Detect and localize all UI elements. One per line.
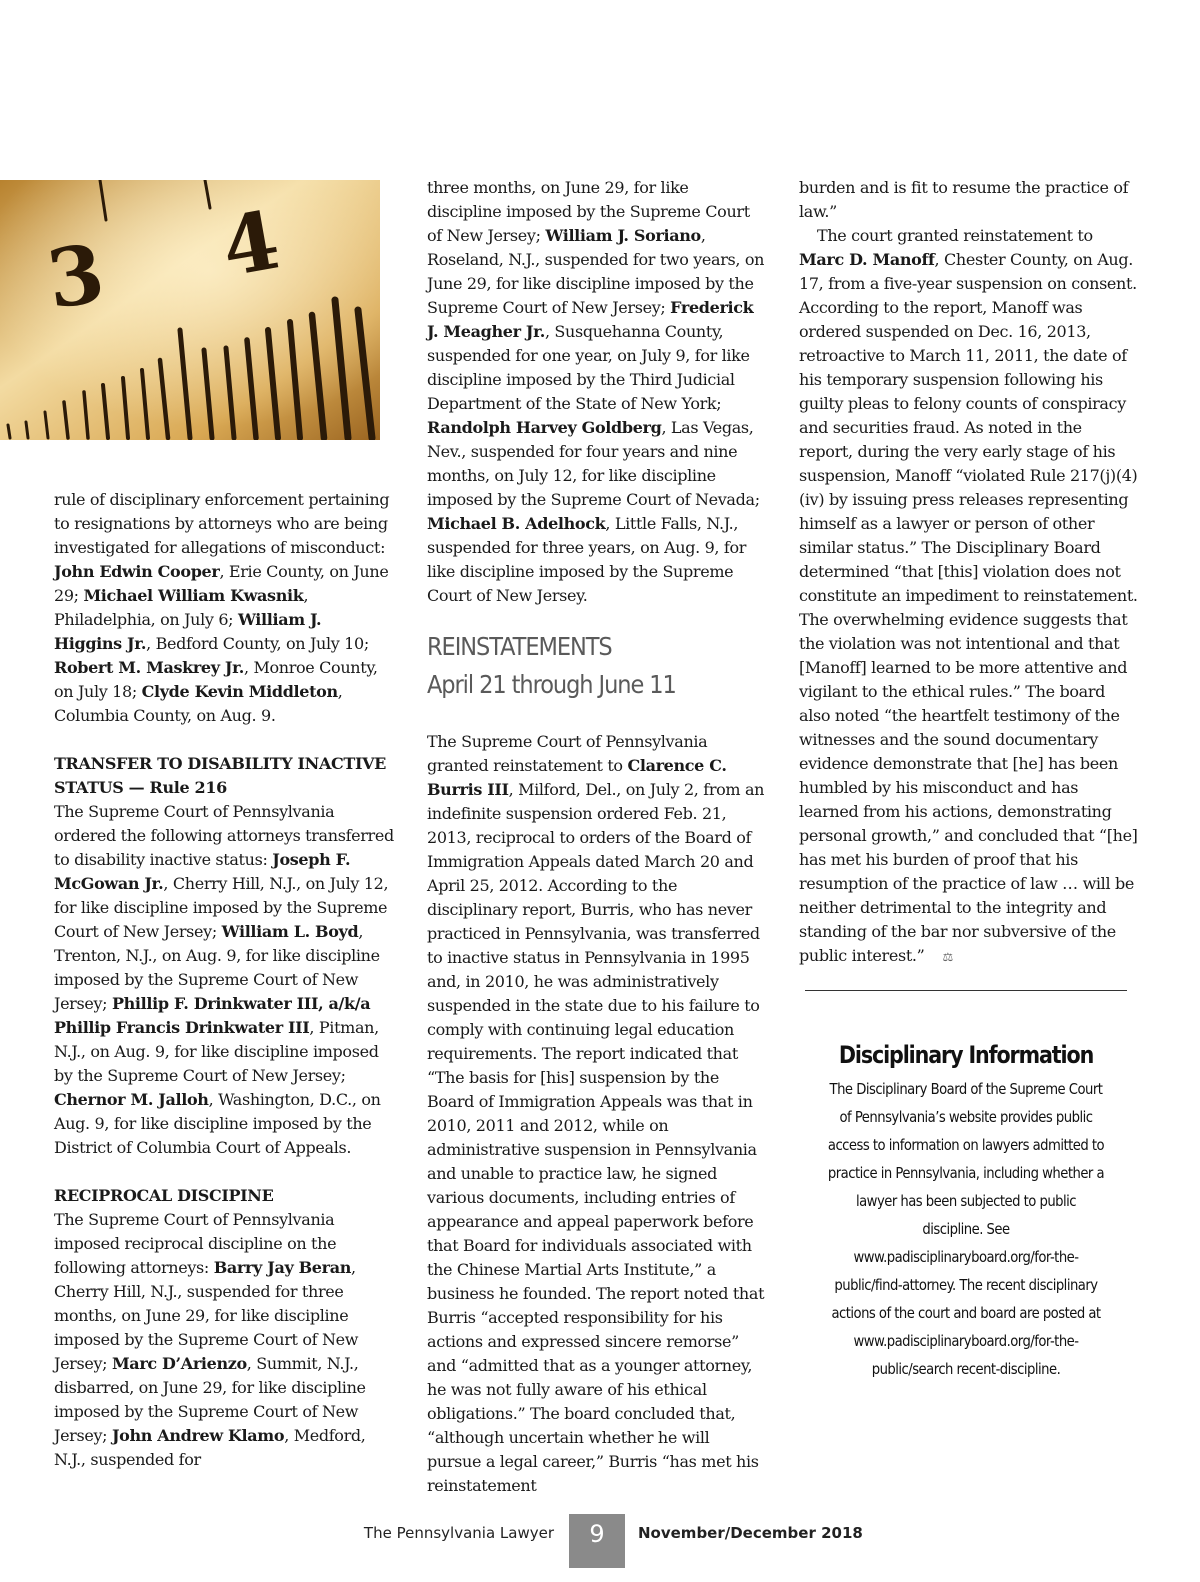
attorney-details: , Columbia County, on Aug. 9. xyxy=(54,682,343,725)
attorney-name: Randolph Harvey Goldberg xyxy=(427,418,662,437)
reciprocal-continued-paragraph xyxy=(427,176,767,608)
ruler-digit-4: 4 xyxy=(214,192,287,295)
attorney-details: , Monroe County, on July 18; xyxy=(54,658,378,701)
continued-text: three months, on June 29, for like discipline imposed by the Supreme Court of New Jersey; xyxy=(427,178,750,245)
disability-paragraph xyxy=(54,800,394,1160)
reinstatement-details: , Milford, Del., on July 2, from an indefinite suspension ordered Feb. 21, 2013, reciprocal to orders of the Board of Immigration Appeals dated March 20 and April 25, 2012. According to the disciplinary report, Burris, who has never practiced in Pennsylvania, was transferred to inactive status in Pennsylvania in 1995 and, in 2010, he was administratively suspended in the state due to his failure to comply with continuing legal education requirements. The report indicated that “The basis for [his] suspension by the Board of Immigration Appeals was that in 2010, 2011 and 2012, while on administrative suspension in Pennsylvania and unable to practice law, he signed various documents, including entries of appearance and appeal paperwork before that Board for individuals associated with the Chinese Martial Arts Institute,” a business he founded. The report noted that Burris “accepted responsibility for his actions and expressed sincere remorse” and “admitted that as a younger attorney, he was not fully aware of his ethical obligations.” The board concluded that, “although uncertain whether he will pursue a legal career,” Burris “has met his reinstatement xyxy=(427,780,765,1495)
reinstatements-heading: REINSTATEMENTS xyxy=(427,632,612,661)
attorney-name: Barry Jay Beran xyxy=(213,1258,352,1277)
column-2 xyxy=(427,176,767,1498)
attorney-details: , Washington, D.C., on Aug. 9, for like discipline imposed by the District of Columbia Court of Appeals. xyxy=(54,1090,381,1157)
resignations-paragraph xyxy=(54,488,394,728)
attorney-details: , Roseland, N.J., suspended for two years, on June 29, for like discipline imposed by the Supreme Court of New Jersey; xyxy=(427,226,765,317)
attorney-details: , Little Falls, N.J., suspended for three years, on Aug. 9, for like discipline imposed by the Supreme Court of New Jersey. xyxy=(427,514,747,605)
attorney-name: Michael William Kwasnik xyxy=(83,586,304,605)
attorney-name: Phillip F. Drinkwater III, a/k/a Phillip Francis Drinkwater III xyxy=(54,994,371,1037)
column-3 xyxy=(799,176,1139,969)
attorney-details: , Bedford County, on July 10; xyxy=(146,634,369,653)
attorney-details: , Pitman, N.J., on Aug. 9, for like discipline imposed by the Supreme Court of New Jersey; xyxy=(54,1018,379,1085)
reinstatements-dates: April 21 through June 11 xyxy=(427,670,676,699)
attorney-details: , Summit, N.J., disbarred, on June 29, for like discipline imposed by the Supreme Court of New Jersey; xyxy=(54,1354,366,1445)
attorney-name: Michael B. Adelhock xyxy=(427,514,606,533)
attorney-name: Robert M. Maskrey Jr. xyxy=(54,658,244,677)
column-1 xyxy=(54,488,394,1472)
reciprocal-intro: The Supreme Court of Pennsylvania imposed reciprocal discipline on the following attorneys: xyxy=(54,1210,337,1277)
disability-heading: TRANSFER TO DISABILITY INACTIVE STATUS — Rule 216 xyxy=(54,754,387,797)
attorney-name: William L. Boyd xyxy=(221,922,359,941)
attorney-details: , Erie County, on June 29; xyxy=(54,562,389,605)
reinstatement-intro: The Supreme Court of Pennsylvania granted reinstatement to xyxy=(427,732,708,775)
attorney-name: William J. Soriano xyxy=(545,226,701,245)
reciprocal-paragraph xyxy=(54,1208,394,1472)
issue-date: November/December 2018 xyxy=(638,1524,863,1542)
attorney-name: John Edwin Cooper xyxy=(54,562,220,581)
attorney-name: Clyde Kevin Middleton xyxy=(141,682,338,701)
attorney-details: , Trenton, N.J., on Aug. 9, for like discipline imposed by the Supreme Court of New Jersey; xyxy=(54,922,380,1013)
reinstatement-details: , Chester County, on Aug. 17, from a five-year suspension on consent. According to the report, Manoff was ordered suspended on Dec. 16, 2013, retroactive to March 11, 2011, the date of his temporary suspension following his guilty pleas to felony counts of conspiracy and securities fraud. As noted in the report, during the very early stage of his suspension, Manoff “violated Rule 217(j)(4)(iv) by issuing press releases representing himself as a lawyer or person of other similar status.” The Disciplinary Board determined “that [this] violation does not constitute an impediment to reinstatement. The overwhelming evidence suggests that the violation was not intentional and that [Manoff] learned to be more attentive and vigilant to the ethical rules.” The board also noted “the heartfelt testimony of the witnesses and the sound documentary evidence demonstrate that [he] has been humbled by his misconduct and has learned from his actions, demonstrating personal growth,” and concluded that “[he] has met his burden of proof that his resumption of the practice of law … will be neither detrimental to the integrity and standing of the bar nor subversive of the public interest.” xyxy=(799,250,1138,965)
info-title: Disciplinary Information xyxy=(838,1041,1094,1069)
page-number: 9 xyxy=(569,1514,625,1568)
manoff-paragraph xyxy=(799,224,1139,969)
attorney-name: Clarence C. Burris III xyxy=(427,756,727,799)
divider xyxy=(805,990,1127,991)
ruler-image xyxy=(0,180,380,440)
attorney-name: Marc D. Manoff xyxy=(799,250,935,269)
attorney-details: , Las Vegas, Nev., suspended for four years and nine months, on July 12, for like discipline imposed by the Supreme Court of Nevada; xyxy=(427,418,760,509)
page-footer xyxy=(0,1514,1200,1574)
attorney-details: , Cherry Hill, N.J., on July 12, for like discipline imposed by the Supreme Court of New Jersey; xyxy=(54,874,389,941)
attorney-name: William J. Higgins Jr. xyxy=(54,610,322,653)
reinstatement-intro: The court granted reinstatement to xyxy=(817,226,1093,245)
attorney-name: John Andrew Klamo xyxy=(111,1426,285,1445)
reciprocal-heading: RECIPROCAL DISCIPINE xyxy=(54,1186,274,1205)
attorney-details: , Susquehanna County, suspended for one year, on July 9, for like discipline imposed by the Third Judicial Department of the State of New York; xyxy=(427,322,750,413)
scales-icon: ⚖ xyxy=(942,950,953,964)
attorney-details: , Philadelphia, on July 6; xyxy=(54,586,309,629)
burris-paragraph xyxy=(427,730,767,1498)
burris-continued: burden and is fit to resume the practice of law.” xyxy=(799,178,1129,221)
publication-name: The Pennsylvania Lawyer xyxy=(363,1524,554,1542)
disability-intro: The Supreme Court of Pennsylvania ordered the following attorneys transferred to disability inactive status: xyxy=(54,802,394,869)
attorney-details: , Cherry Hill, N.J., suspended for three months, on June 29, for like discipline imposed by the Supreme Court of New Jersey; xyxy=(54,1258,359,1373)
info-box xyxy=(805,1037,1127,1383)
attorney-name: Joseph F. McGowan Jr. xyxy=(54,850,351,893)
attorney-name: Marc D’Arienzo xyxy=(111,1354,247,1373)
attorney-details: , Medford, N.J., suspended for xyxy=(54,1426,366,1469)
info-body: The Disciplinary Board of the Supreme Court of Pennsylvania’s website provides public access to information on lawyers admitted to practice in Pennsylvania, including whether a lawyer has been subjected to public discipline. See www.padisciplinaryboard.org/for-the-public/find-attorney. The recent disciplinary actions of the court and board are posted at www.padisciplinaryboard.org/for-the-public/search recent-discipline. xyxy=(827,1080,1105,1378)
resignations-intro: rule of disciplinary enforcement pertaining to resignations by attorneys who are being investigated for allegations of misconduct: xyxy=(54,490,390,557)
attorney-name: Chernor M. Jalloh xyxy=(54,1090,209,1109)
ruler-photo xyxy=(0,180,380,440)
ruler-digit-3: 3 xyxy=(41,225,110,327)
attorney-name: Frederick J. Meagher Jr. xyxy=(427,298,754,341)
